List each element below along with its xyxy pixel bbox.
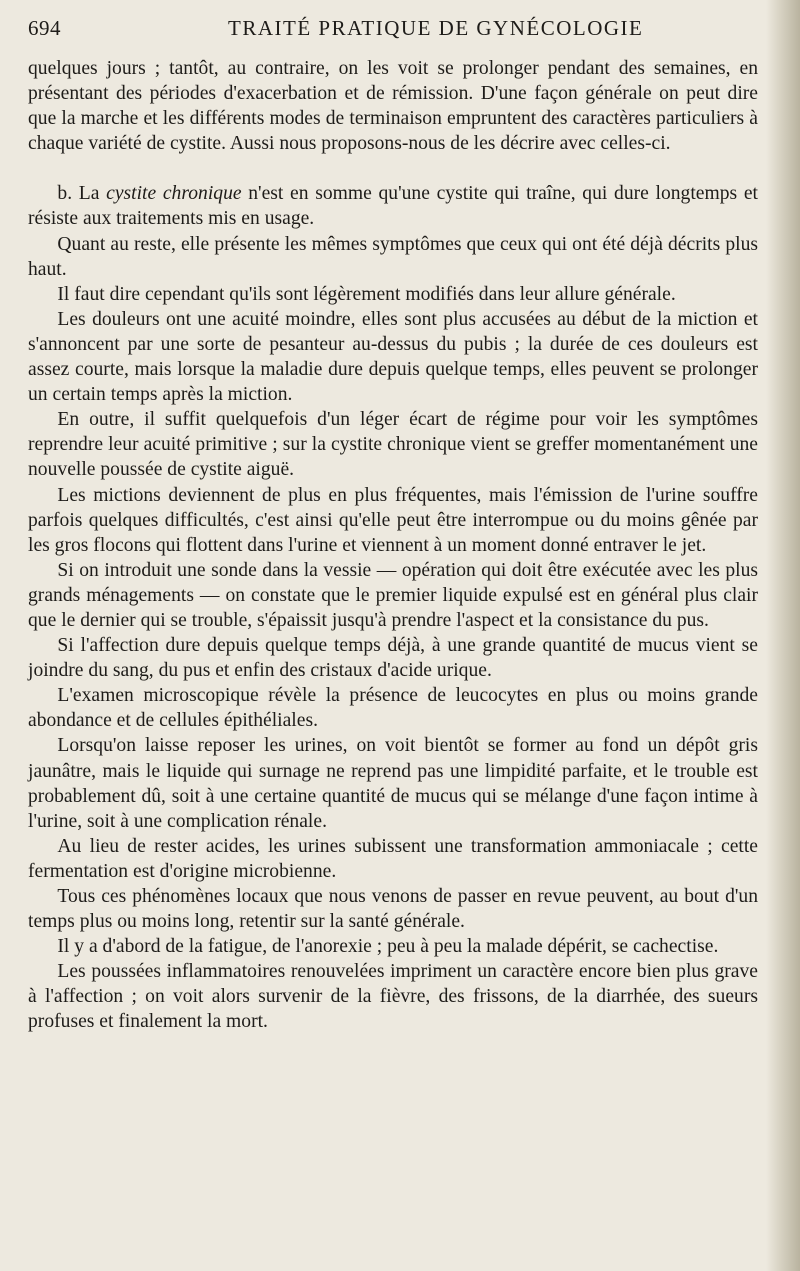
paragraph-continued: quelques jours ; tantôt, au contraire, on les voit se prolonger pendant des semaines, en présentant des périodes d'exacerbation et de rémission. D'une façon générale on peut dire que la marche et les différents modes de terminaison empruntent des caractères particuliers à chaque variété de cystite. Aussi nous proposons-nous de les décrire avec celles-ci. xyxy=(28,58,758,155)
page-edge-shadow xyxy=(766,0,800,1271)
section-term: cystite chronique xyxy=(106,183,242,205)
paragraph-cystite-chronique xyxy=(28,181,758,231)
body-text xyxy=(28,56,758,1035)
paragraph: Les douleurs ont une acuité moindre, elles sont plus accusées au début de la miction et s'annoncent par une sorte de pesanteur au-dessus du pubis ; la durée de ces douleurs est assez courte, mais lorsque la maladie dure depuis quelque temps, elles peuvent se prolonger un certain temps après la miction. xyxy=(28,308,758,406)
paragraph: Quant au reste, elle présente les mêmes symptômes que ceux qui ont été déjà décrits plus haut. xyxy=(28,233,758,280)
page-header xyxy=(28,14,748,44)
paragraph-text: n'est en somme qu'une cystite qui traîne, qui dure longtemps et résiste aux traitements mis en usage. xyxy=(28,183,758,230)
section-letter: b. La xyxy=(57,183,107,205)
paragraph: Les mictions deviennent de plus en plus fréquentes, mais l'émission de l'urine souffre parfois quelques difficultés, c'est ainsi qu'elle peut être interrompue ou du moins gênée par les gros flocons qui flottent dans l'urine et viennent à un moment donné entraver le jet. xyxy=(28,484,758,556)
paragraph: Les poussées inflammatoires renouvelées impriment un caractère encore bien plus grave à l'affection ; on voit alors survenir de la fièvre, des frissons, de la diarrhée, des sueurs profuses et finalement la mort. xyxy=(28,961,758,1033)
paragraph: Il y a d'abord de la fatigue, de l'anorexie ; peu à peu la malade dépérit, se cachectise. xyxy=(57,936,719,958)
paragraph: Si on introduit une sonde dans la vessie — opération qui doit être exécutée avec les plus grands ménagements — on constate que le premier liquide expulsé est en général plus clair que le dernier qui se trouble, s'épaissit jusqu'à prendre l'aspect et la consistance du pus. xyxy=(28,559,758,631)
paragraph: Lorsqu'on laisse reposer les urines, on voit bientôt se former au fond un dépôt gris jaunâtre, mais le liquide qui surnage ne reprend pas une limpidité parfaite, et le trouble est probablement dû, soit à une certaine quantité de mucus qui se mélange d'une façon intime à l'urine, soit à une complication rénale. xyxy=(28,735,758,832)
paragraph: L'examen microscopique révèle la présence de leucocytes en plus ou moins grande abondance et de cellules épithéliales. xyxy=(28,685,758,732)
paragraph: Tous ces phénomènes locaux que nous venons de passer en revue peuvent, au bout d'un temps plus ou moins long, retentir sur la santé générale. xyxy=(28,886,758,933)
paragraph: Si l'affection dure depuis quelque temps déjà, à une grande quantité de mucus vient se joindre du sang, du pus et enfin des cristaux d'acide urique. xyxy=(28,635,758,682)
paragraph: En outre, il suffit quelquefois d'un léger écart de régime pour voir les symptômes reprendre leur acuité primitive ; sur la cystite chronique vient se greffer momentanément une nouvelle poussée de cystite aiguë. xyxy=(28,409,758,481)
page-number: 694 xyxy=(28,16,61,40)
paragraph: Au lieu de rester acides, les urines subissent une transformation ammoniacale ; cette fermentation est d'origine microbienne. xyxy=(28,835,758,882)
paragraph: Il faut dire cependant qu'ils sont légèrement modifiés dans leur allure générale. xyxy=(57,283,676,305)
running-title: TRAITÉ PRATIQUE DE GYNÉCOLOGIE xyxy=(228,16,644,40)
